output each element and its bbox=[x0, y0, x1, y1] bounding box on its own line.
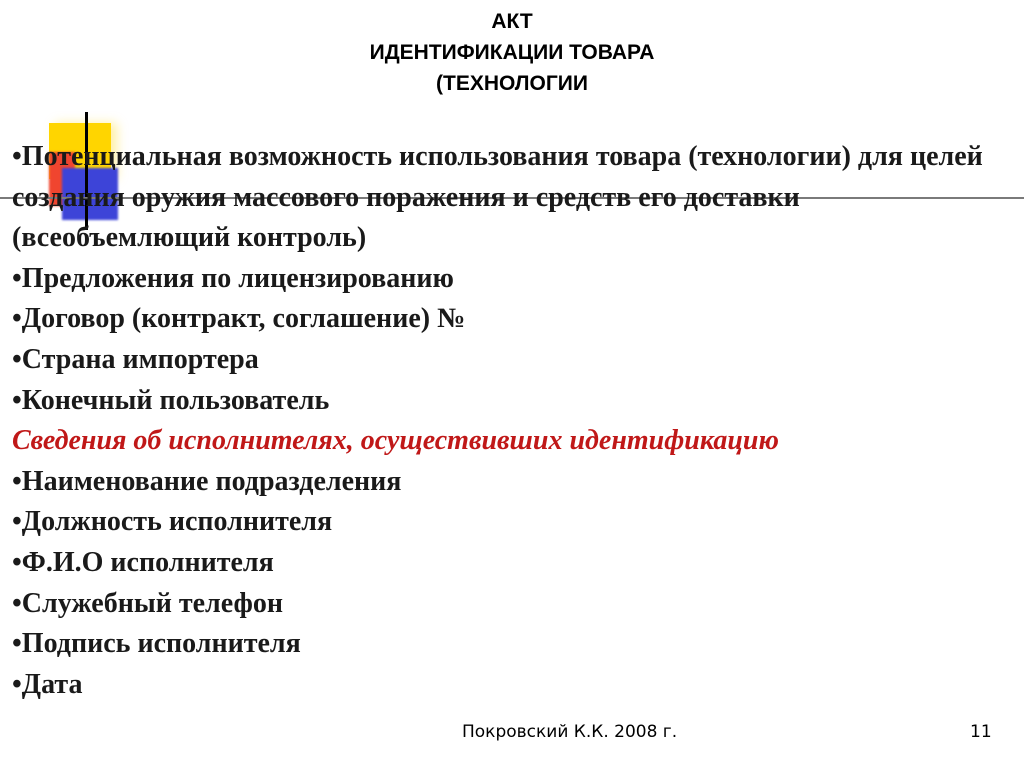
section-heading: Сведения об исполнителях, осуществивших идентификацию bbox=[12, 425, 779, 457]
title-line-2: ИДЕНТИФИКАЦИИ ТОВАРА bbox=[369, 41, 655, 64]
list-item-position: •Должность исполнителя bbox=[12, 506, 333, 538]
page-number: 11 bbox=[970, 722, 992, 742]
title-line-1: АКТ bbox=[491, 10, 533, 33]
slide-body bbox=[12, 137, 1018, 705]
title-line-3: (ТЕХНОЛОГИИ bbox=[436, 72, 588, 95]
slide-title bbox=[0, 6, 1024, 99]
list-item-importer-country: •Страна импортера bbox=[12, 343, 259, 375]
list-item-department: •Наименование подразделения bbox=[12, 465, 402, 497]
list-item-date: •Дата bbox=[12, 668, 83, 700]
list-item-contract: •Договор (контракт, соглашение) № bbox=[12, 303, 466, 335]
list-item-phone: •Служебный телефон bbox=[12, 587, 284, 619]
list-item-full-name: •Ф.И.О исполнителя bbox=[12, 546, 274, 578]
footer-author: Покровский К.К. 2008 г. bbox=[462, 722, 678, 742]
list-item-end-user: •Конечный пользователь bbox=[12, 384, 330, 416]
list-item-licensing: •Предложения по лицензированию bbox=[12, 262, 454, 294]
list-item-potential-use: •Потенциальная возможность использования товара (технологии) для целей создания оружия массового поражения и средств его доставки (всеобъемлющий контроль) bbox=[12, 141, 983, 254]
list-item-signature: •Подпись исполнителя bbox=[12, 628, 301, 660]
